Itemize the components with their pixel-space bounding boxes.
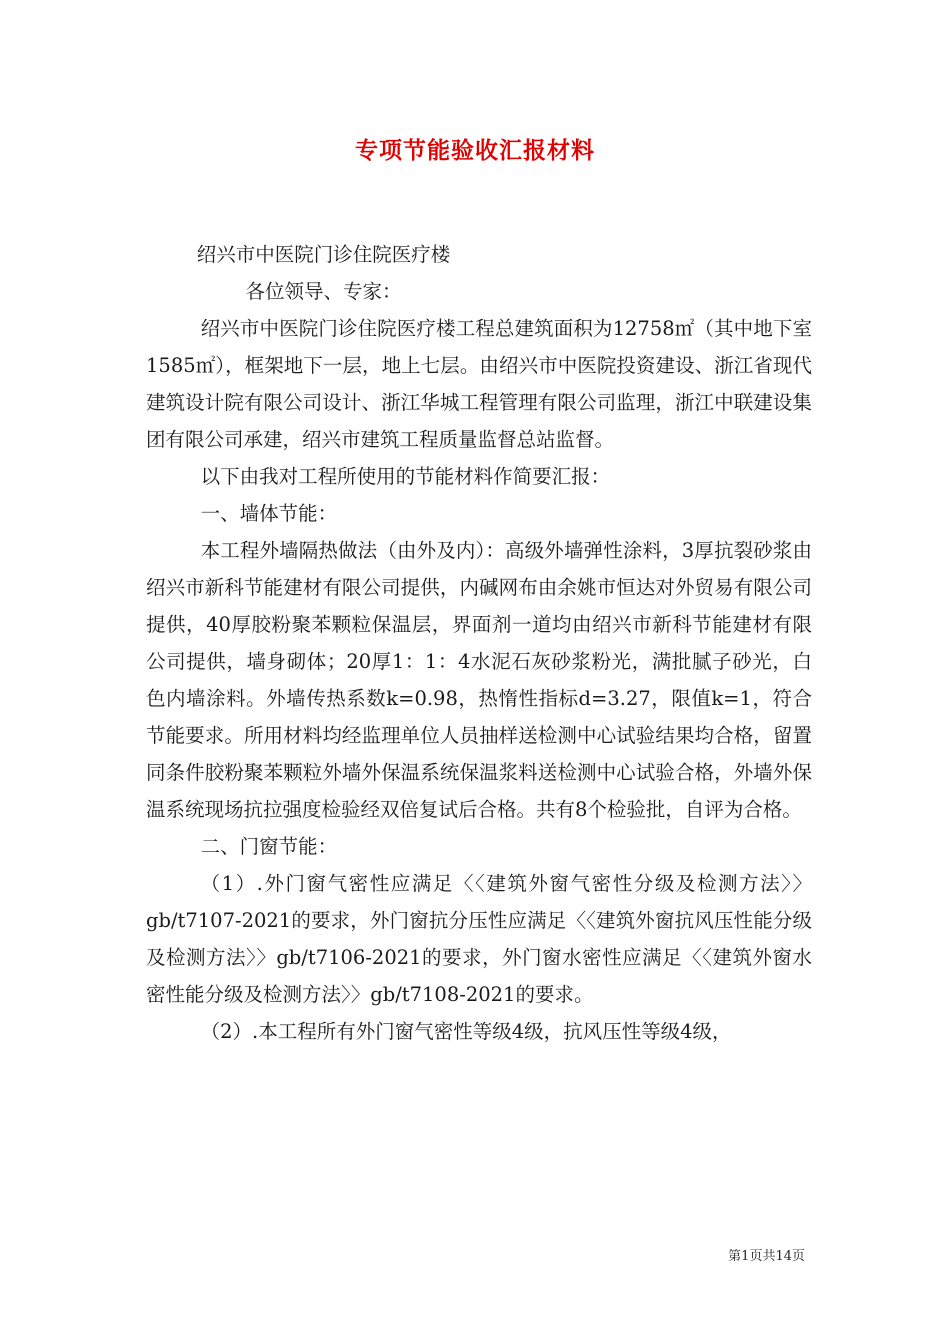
project-name: 绍兴市中医院门诊住院医疗楼 xyxy=(196,243,451,266)
page-number: 第1页共14页 xyxy=(728,1249,805,1264)
greeting: 各位领导、专家： xyxy=(245,280,402,303)
document-body xyxy=(146,236,812,1050)
document-title: 专项节能验收汇报材料 xyxy=(355,137,595,164)
paragraph-overview: 绍兴市中医院门诊住院医疗楼工程总建筑面积为12758㎡（其中地下室1585㎡），框架地下一层，地上七层。由绍兴市中医院投资建设、浙江省现代建筑设计院有限公司设计、浙江华城工程管理有限公司监理，浙江中联建设集团有限公司承建，绍兴市建筑工程质量监督总站监督。 xyxy=(146,317,812,451)
section2-item-1: （1）.外门窗气密性应满足〈〈建筑外窗气密性分级及检测方法〉〉gb/t7107-2021的要求，外门窗抗分压性应满足〈〈建筑外窗抗风压性能分级及检测方法〉〉gb/t7106-2021的要求，外门窗水密性应满足〈〈建筑外窗水密性能分级及检测方法〉〉gb/t7108-2021的要求。 xyxy=(146,872,812,1006)
section2-heading: 二、门窗节能： xyxy=(200,835,338,858)
section1-heading: 一、墙体节能： xyxy=(200,502,338,525)
paragraph-intro: 以下由我对工程所使用的节能材料作简要汇报： xyxy=(200,465,611,488)
section1-body: 本工程外墙隔热做法（由外及内）：高级外墙弹性涂料，3厚抗裂砂浆由绍兴市新科节能建材有限公司提供，内碱网布由余姚市恒达对外贸易有限公司提供，40厚胶粉聚苯颗粒保温层，界面剂一道均由绍兴市新科节能建材有限公司提供，墙身砌体；20厚1：1：4水泥石灰砂浆粉光，满批腻子砂光，白色内墙涂料。外墙传热系数k=0.98，热惰性指标d=3.27，限值k=1，符合节能要求。所用材料均经监理单位人员抽样送检测中心试验结果均合格，留置同条件胶粉聚苯颗粒外墙外保温系统保温浆料送检测中心试验合格，外墙外保温系统现场抗拉强度检验经双倍复试后合格。共有8个检验批，自评为合格。 xyxy=(146,539,812,821)
section2-item-2: （2）.本工程所有外门窗气密性等级4级，抗风压性等级4级， xyxy=(200,1020,732,1043)
